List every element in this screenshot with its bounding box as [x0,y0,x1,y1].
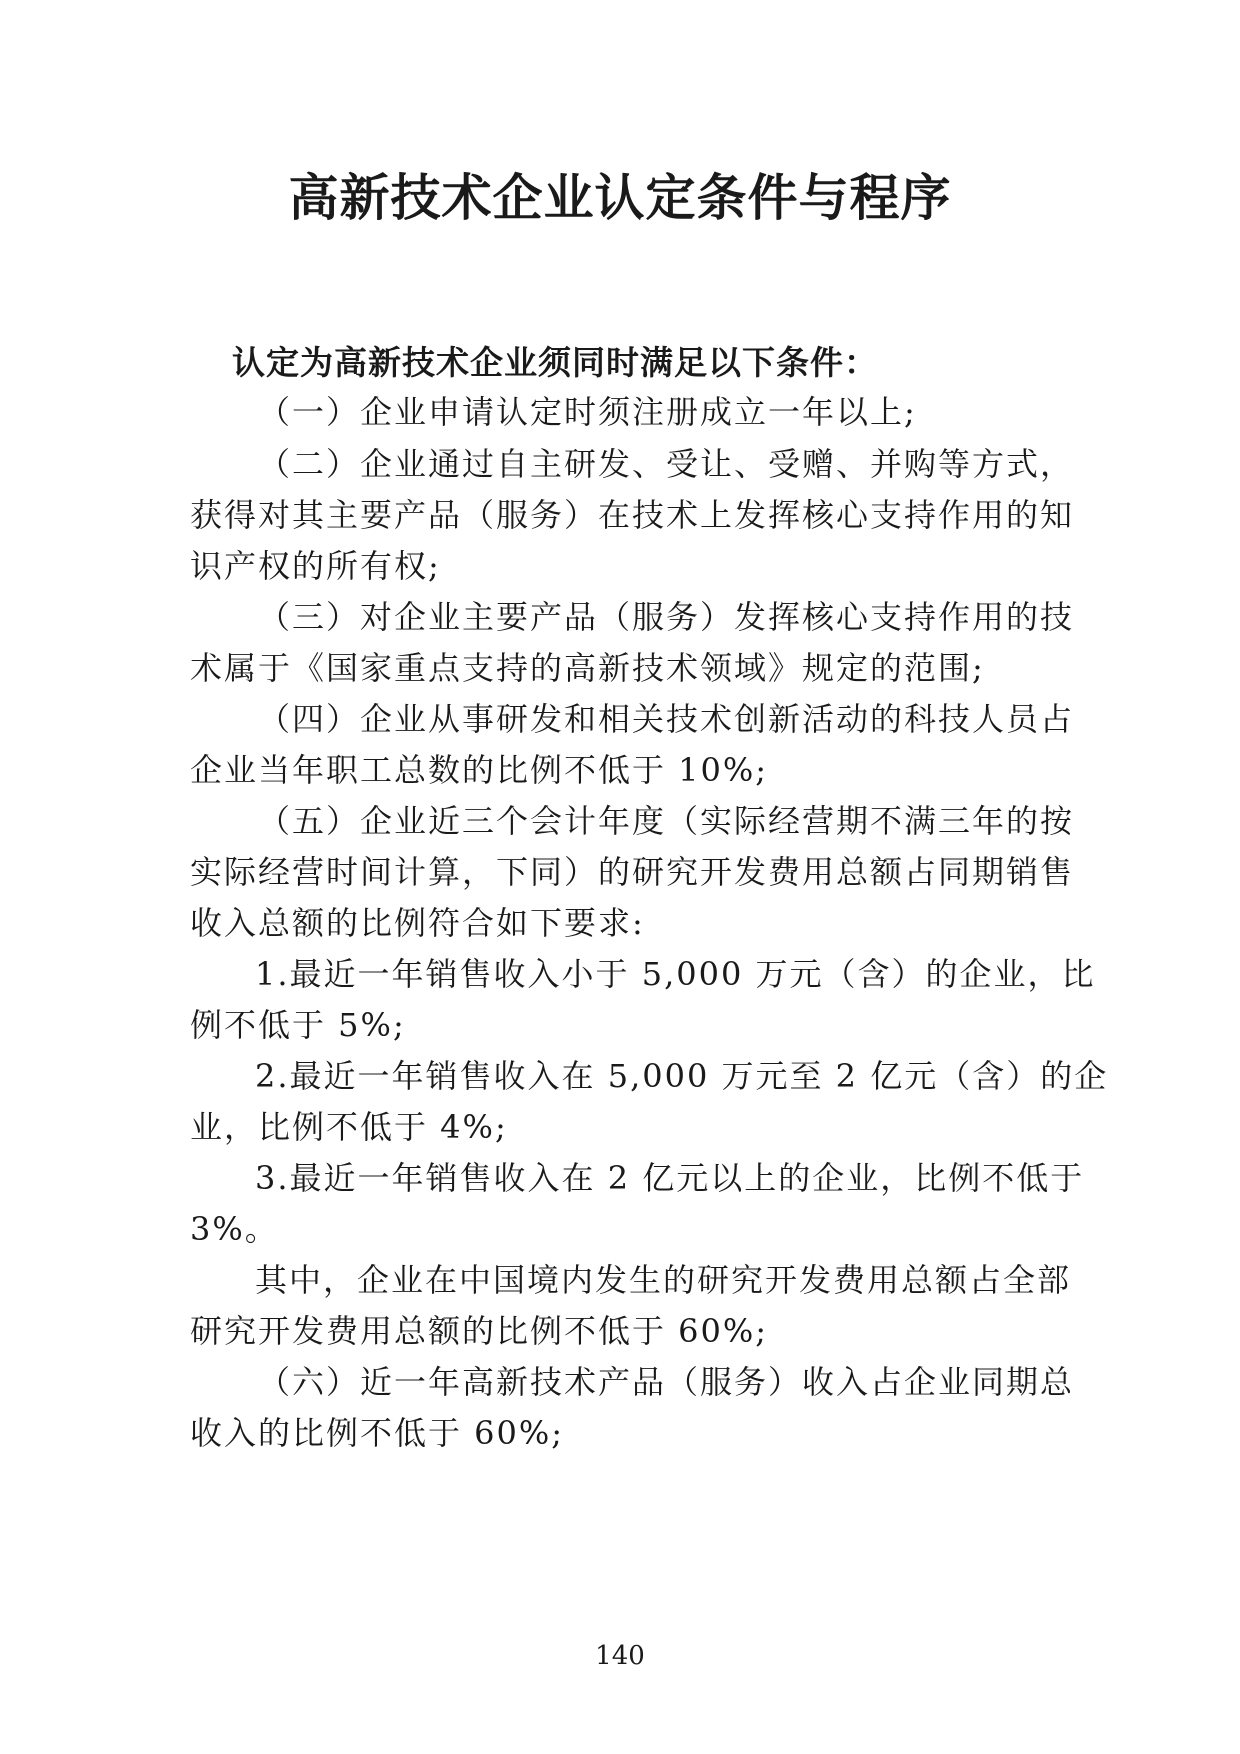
paragraph-line: 研究开发费用总额的比例不低于 60%; [190,1312,769,1350]
paragraph-line: 3%。 [190,1210,279,1248]
paragraph-line: （三）对企业主要产品（服务）发挥核心支持作用的技 [258,598,1075,636]
paragraph-line: 收入的比例不低于 60%; [190,1414,565,1452]
page-number: 140 [595,1641,645,1671]
paragraph-line: （五）企业近三个会计年度（实际经营期不满三年的按 [258,802,1075,840]
paragraph-line: 业，比例不低于 4%; [190,1108,508,1146]
paragraph-line: 2.最近一年销售收入在 5,000 万元至 2 亿元（含）的企 [255,1057,1109,1095]
paragraph-line: （四）企业从事研发和相关技术创新活动的科技人员占 [258,700,1075,738]
paragraph-line: 企业当年职工总数的比例不低于 10%; [190,751,769,789]
paragraph-line: 3.最近一年销售收入在 2 亿元以上的企业，比例不低于 [255,1159,1085,1197]
paragraph-line: 实际经营时间计算，下同）的研究开发费用总额占同期销售 [190,853,1075,891]
paragraph-line: 术属于《国家重点支持的高新技术领域》规定的范围; [190,649,985,687]
page-title: 高新技术企业认定条件与程序 [288,168,952,227]
paragraph-line: 识产权的所有权; [190,547,441,585]
paragraph-line: 获得对其主要产品（服务）在技术上发挥核心支持作用的知 [190,496,1075,534]
paragraph-line: 例不低于 5%; [190,1006,406,1044]
paragraph-line: 1.最近一年销售收入小于 5,000 万元（含）的企业，比 [255,955,1096,993]
paragraph-line: （二）企业通过自主研发、受让、受赠、并购等方式， [258,445,1075,483]
paragraph-line: （六）近一年高新技术产品（服务）收入占企业同期总 [258,1363,1075,1401]
paragraph-line: （一）企业申请认定时须注册成立一年以上; [258,393,917,431]
intro-heading: 认定为高新技术企业须同时满足以下条件： [232,343,878,382]
paragraph-line: 其中，企业在中国境内发生的研究开发费用总额占全部 [255,1261,1072,1299]
paragraph-line: 收入总额的比例符合如下要求: [190,904,645,942]
